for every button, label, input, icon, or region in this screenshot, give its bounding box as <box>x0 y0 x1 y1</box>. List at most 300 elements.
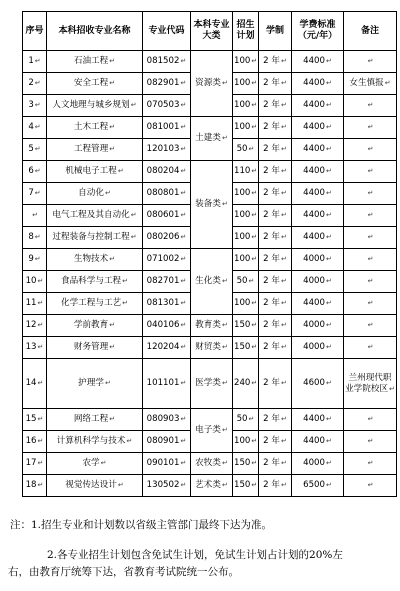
cell-fee-text: 4400 <box>303 56 325 66</box>
header-major: 本科招收专业名称 <box>47 12 143 51</box>
cell-plan-text: 150 <box>234 458 251 468</box>
cell-seq <box>23 315 47 337</box>
cell-years-text: 2 年 <box>263 254 280 264</box>
cell-fee <box>292 271 344 293</box>
paragraph-mark: ↵ <box>384 79 391 87</box>
cell-years <box>259 271 292 293</box>
cell-code <box>143 51 191 73</box>
cell-major-text: 财务管理 <box>73 342 109 352</box>
cell-code-text: 071002 <box>146 254 180 264</box>
paragraph-mark: ↵ <box>326 481 332 489</box>
paragraph-mark: ↵ <box>251 79 258 87</box>
cell-seq-text: 18 <box>25 480 37 490</box>
cell-plan-text: 150 <box>234 480 251 490</box>
cell-note <box>344 227 397 249</box>
cell-seq <box>23 205 47 227</box>
cell-seq-text: 8 <box>28 232 34 242</box>
cell-years-text: 2 年 <box>263 144 280 154</box>
cell-years-text: 2 年 <box>263 276 280 286</box>
paragraph-mark: ↵ <box>130 233 137 241</box>
paragraph-mark: ↵ <box>326 79 332 87</box>
paragraph-mark: ↵ <box>280 167 287 175</box>
cell-years <box>259 95 292 117</box>
note-1: 注：1.招生专业和计划数以省级主管部门最终下达为准。 <box>10 519 273 531</box>
cell-category <box>191 409 233 453</box>
paragraph-mark: ↵ <box>326 211 332 219</box>
cell-category-text: 资源类 <box>195 78 221 88</box>
cell-note <box>344 475 397 497</box>
paragraph-mark: ↵ <box>367 233 374 241</box>
cell-years <box>259 139 292 161</box>
cell-plan-text: 100 <box>234 210 251 220</box>
cell-note <box>344 139 397 161</box>
paragraph-mark: ↵ <box>367 57 374 65</box>
cell-major <box>47 205 143 227</box>
cell-plan-text: 240 <box>234 378 251 388</box>
enrollment-table <box>22 11 397 497</box>
cell-seq <box>23 117 47 139</box>
paragraph-mark: ↵ <box>34 101 41 109</box>
cell-plan <box>233 139 259 161</box>
paragraph-mark: ↵ <box>180 343 187 351</box>
cell-category <box>191 475 233 497</box>
cell-code-text: 080901 <box>146 436 180 446</box>
paragraph-mark: ↵ <box>326 459 332 467</box>
paragraph-mark: ↵ <box>109 79 116 87</box>
cell-major <box>47 409 143 431</box>
paragraph-mark: ↵ <box>367 101 374 109</box>
cell-note <box>344 359 397 409</box>
cell-seq-text: 3 <box>28 100 34 110</box>
cell-code-text: 080204 <box>146 166 180 176</box>
cell-plan <box>233 51 259 73</box>
note-2 <box>0 547 400 581</box>
cell-seq <box>23 73 47 95</box>
cell-years-text: 2 年 <box>263 320 280 330</box>
cell-seq-text: 16 <box>25 436 37 446</box>
paragraph-mark: ↵ <box>32 211 38 219</box>
paragraph-mark: ↵ <box>280 57 287 65</box>
paragraph-mark: ↵ <box>326 437 332 445</box>
paragraph-mark: ↵ <box>251 233 258 241</box>
paragraph-mark: ↵ <box>251 343 258 351</box>
cell-years-text: 2 年 <box>263 342 280 352</box>
table-row <box>23 117 397 139</box>
paragraph-mark: ↵ <box>100 459 107 467</box>
paragraph-mark: ↵ <box>326 299 332 307</box>
cell-fee-text: 4400 <box>303 122 325 132</box>
cell-years <box>259 315 292 337</box>
cell-years <box>259 183 292 205</box>
cell-plan <box>233 183 259 205</box>
cell-code-text: 130502 <box>146 480 180 490</box>
paragraph-mark: ↵ <box>37 299 44 307</box>
paragraph-mark: ↵ <box>367 481 374 489</box>
cell-major <box>47 337 143 359</box>
cell-category <box>191 249 233 315</box>
cell-seq-text: 13 <box>25 342 37 352</box>
cell-seq-text: 10 <box>25 276 37 286</box>
cell-years-text: 2 年 <box>263 298 280 308</box>
paragraph-mark: ↵ <box>37 481 44 489</box>
cell-years-text: 2 年 <box>263 122 280 132</box>
cell-plan-text: 110 <box>234 166 251 176</box>
paragraph-mark: ↵ <box>221 277 228 285</box>
cell-major-text: 护理学 <box>78 378 104 388</box>
header-note: 备注 <box>344 12 397 51</box>
paragraph-mark: ↵ <box>326 101 332 109</box>
cell-plan-text: 50 <box>236 414 248 424</box>
paragraph-mark: ↵ <box>180 101 187 109</box>
cell-seq <box>23 337 47 359</box>
cell-major-text: 生物技术 <box>73 254 109 264</box>
cell-fee <box>292 453 344 475</box>
cell-plan-text: 50 <box>236 144 248 154</box>
cell-code <box>143 431 191 453</box>
cell-years <box>259 117 292 139</box>
cell-category <box>191 337 233 359</box>
paragraph-mark: ↵ <box>37 459 44 467</box>
cell-major <box>47 183 143 205</box>
cell-code-text: 080206 <box>146 232 180 242</box>
cell-major-text: 石油工程 <box>73 56 109 66</box>
paragraph-mark: ↵ <box>326 343 332 351</box>
cell-years-text: 2 年 <box>263 414 280 424</box>
cell-fee-text: 4400 <box>303 100 325 110</box>
paragraph-mark: ↵ <box>34 123 41 131</box>
paragraph-mark: ↵ <box>180 299 187 307</box>
cell-major-text: 食品科学与工程 <box>60 276 122 286</box>
cell-years <box>259 249 292 271</box>
cell-major-text: 自动化 <box>78 188 104 198</box>
paragraph-mark: ↵ <box>180 277 187 285</box>
cell-category-text: 电子类 <box>195 425 221 435</box>
paragraph-mark: ↵ <box>109 255 116 263</box>
cell-code-text: 070503 <box>146 100 180 110</box>
paragraph-mark: ↵ <box>367 459 374 467</box>
cell-major-text: 学前教育 <box>73 320 109 330</box>
paragraph-mark: ↵ <box>34 255 41 263</box>
paragraph-mark: ↵ <box>109 57 116 65</box>
cell-seq-text: 6 <box>28 166 34 176</box>
paragraph-mark: ↵ <box>280 379 287 387</box>
paragraph-mark: ↵ <box>130 101 137 109</box>
paragraph-mark: ↵ <box>104 189 111 197</box>
cell-major-text: 农学 <box>82 458 100 468</box>
paragraph-mark: ↵ <box>122 277 129 285</box>
cell-seq <box>23 249 47 271</box>
cell-note-text: 女生慎报 <box>349 78 384 88</box>
cell-category <box>191 453 233 475</box>
cell-major-text: 土木工程 <box>73 122 109 132</box>
cell-code-text: 080801 <box>146 188 180 198</box>
cell-category <box>191 117 233 161</box>
cell-note <box>344 161 397 183</box>
paragraph-mark: ↵ <box>180 189 187 197</box>
cell-fee <box>292 117 344 139</box>
cell-major <box>47 51 143 73</box>
cell-fee <box>292 337 344 359</box>
cell-note <box>344 315 397 337</box>
paragraph-mark: ↵ <box>180 415 187 423</box>
cell-years <box>259 205 292 227</box>
cell-years <box>259 409 292 431</box>
paragraph-mark: ↵ <box>280 277 287 285</box>
paragraph-mark: ↵ <box>251 459 258 467</box>
cell-plan <box>233 315 259 337</box>
cell-seq-text: 14 <box>25 378 37 388</box>
cell-seq-text: 2 <box>28 78 34 88</box>
cell-seq-text: 9 <box>28 254 34 264</box>
paragraph-mark: ↵ <box>117 481 124 489</box>
header-category: 本科专业大类 <box>191 12 233 51</box>
paragraph-mark: ↵ <box>251 101 258 109</box>
cell-plan <box>233 293 259 315</box>
paragraph-mark: ↵ <box>34 57 41 65</box>
cell-major <box>47 95 143 117</box>
cell-category-text: 艺术类 <box>195 480 221 490</box>
paragraph-mark: ↵ <box>367 277 374 285</box>
cell-major-text: 机械电子工程 <box>65 166 117 176</box>
paragraph-mark: ↵ <box>251 299 258 307</box>
cell-code <box>143 117 191 139</box>
paragraph-mark: ↵ <box>221 79 228 87</box>
paragraph-mark: ↵ <box>326 415 332 423</box>
cell-fee <box>292 475 344 497</box>
paragraph-mark: ↵ <box>251 57 258 65</box>
cell-seq <box>23 475 47 497</box>
cell-seq-text: 4 <box>28 122 34 132</box>
paragraph-mark: ↵ <box>109 415 116 423</box>
cell-code <box>143 453 191 475</box>
cell-fee <box>292 139 344 161</box>
paragraph-mark: ↵ <box>37 415 44 423</box>
cell-code-text: 081001 <box>146 122 180 132</box>
cell-fee-text: 4000 <box>303 458 325 468</box>
table-row <box>23 359 397 409</box>
paragraph-mark: ↵ <box>367 167 374 175</box>
cell-note <box>344 183 397 205</box>
paragraph-mark: ↵ <box>180 211 187 219</box>
paragraph-mark: ↵ <box>251 167 258 175</box>
cell-category-text: 土建类 <box>195 133 221 143</box>
header-fee: 学费标准（元/年） <box>292 12 344 51</box>
cell-years-text: 2 年 <box>263 210 280 220</box>
paragraph-mark: ↵ <box>34 167 41 175</box>
cell-fee-text: 4000 <box>303 342 325 352</box>
paragraph-mark: ↵ <box>180 321 187 329</box>
cell-seq <box>23 51 47 73</box>
paragraph-mark: ↵ <box>248 277 255 285</box>
cell-plan-text: 50 <box>236 276 248 286</box>
paragraph-mark: ↵ <box>221 134 228 142</box>
paragraph-mark: ↵ <box>34 145 41 153</box>
cell-code-text: 080601 <box>146 210 180 220</box>
cell-code-text: 082901 <box>146 78 180 88</box>
paragraph-mark: ↵ <box>326 379 332 387</box>
paragraph-mark: ↵ <box>280 211 287 219</box>
note-2-line-2: 右，由教育厅统筹下达，省教育考试院统一公布。 <box>8 566 239 578</box>
paragraph-mark: ↵ <box>367 145 374 153</box>
cell-seq <box>23 183 47 205</box>
cell-seq-text: 17 <box>25 458 37 468</box>
paragraph-mark: ↵ <box>180 233 187 241</box>
cell-plan <box>233 359 259 409</box>
cell-fee <box>292 227 344 249</box>
cell-years <box>259 73 292 95</box>
cell-seq-text: 7 <box>28 188 34 198</box>
paragraph-mark: ↵ <box>37 321 44 329</box>
paragraph-mark: ↵ <box>251 481 258 489</box>
paragraph-mark: ↵ <box>251 437 258 445</box>
paragraph-mark: ↵ <box>367 189 374 197</box>
cell-major-text: 电气工程及其自动化 <box>52 210 130 220</box>
paragraph-mark: ↵ <box>326 233 332 241</box>
cell-fee-text: 4400 <box>303 188 325 198</box>
table-row <box>23 453 397 475</box>
paragraph-mark: ↵ <box>280 101 287 109</box>
cell-fee-text: 4400 <box>303 210 325 220</box>
cell-note <box>344 205 397 227</box>
cell-plan <box>233 117 259 139</box>
paragraph-mark: ↵ <box>251 321 258 329</box>
cell-fee <box>292 161 344 183</box>
paragraph-mark: ↵ <box>109 321 116 329</box>
cell-code <box>143 409 191 431</box>
cell-seq <box>23 161 47 183</box>
paragraph-mark: ↵ <box>126 437 133 445</box>
cell-seq-text: 1 <box>28 56 34 66</box>
cell-category-text: 教育类 <box>195 320 221 330</box>
paragraph-mark: ↵ <box>221 321 228 329</box>
cell-category-text: 财贸类 <box>195 342 221 352</box>
cell-fee <box>292 293 344 315</box>
cell-plan-text: 100 <box>234 232 251 242</box>
cell-seq <box>23 95 47 117</box>
cell-code-text: 090101 <box>146 458 180 468</box>
cell-major-text: 化学工程与工艺 <box>60 298 122 308</box>
cell-fee-text: 4000 <box>303 254 325 264</box>
paragraph-mark: ↵ <box>251 255 258 263</box>
paragraph-mark: ↵ <box>130 211 137 219</box>
paragraph-mark: ↵ <box>248 415 255 423</box>
cell-years <box>259 161 292 183</box>
paragraph-mark: ↵ <box>122 299 129 307</box>
paragraph-mark: ↵ <box>280 299 287 307</box>
cell-code <box>143 205 191 227</box>
paragraph-mark: ↵ <box>280 415 287 423</box>
paragraph-mark: ↵ <box>221 481 228 489</box>
cell-fee <box>292 95 344 117</box>
cell-plan <box>233 161 259 183</box>
table-row <box>23 161 397 183</box>
paragraph-mark: ↵ <box>280 79 287 87</box>
paragraph-mark: ↵ <box>117 167 124 175</box>
cell-seq <box>23 409 47 431</box>
cell-plan <box>233 95 259 117</box>
paragraph-mark: ↵ <box>180 481 187 489</box>
cell-years-text: 2 年 <box>263 78 280 88</box>
cell-seq <box>23 227 47 249</box>
paragraph-mark: ↵ <box>37 277 44 285</box>
paragraph-mark: ↵ <box>326 277 332 285</box>
cell-category <box>191 315 233 337</box>
cell-major-text: 计算机科学与技术 <box>56 436 126 446</box>
cell-code <box>143 359 191 409</box>
cell-fee-text: 4000 <box>303 276 325 286</box>
paragraph-mark: ↵ <box>367 299 374 307</box>
cell-major <box>47 315 143 337</box>
paragraph-mark: ↵ <box>221 426 228 434</box>
paragraph-mark: ↵ <box>221 459 228 467</box>
cell-note <box>344 73 397 95</box>
cell-plan <box>233 271 259 293</box>
cell-major-text: 工程管理 <box>73 144 109 154</box>
cell-plan <box>233 475 259 497</box>
paragraph-mark: ↵ <box>37 437 44 445</box>
cell-fee <box>292 359 344 409</box>
paragraph-mark: ↵ <box>180 379 187 387</box>
paragraph-mark: ↵ <box>180 255 187 263</box>
cell-code-text: 040106 <box>146 320 180 330</box>
cell-note <box>344 51 397 73</box>
paragraph-mark: ↵ <box>251 211 258 219</box>
cell-note <box>344 453 397 475</box>
cell-note <box>344 409 397 431</box>
paragraph-mark: ↵ <box>109 145 116 153</box>
cell-major <box>47 293 143 315</box>
paragraph-mark: ↵ <box>280 233 287 241</box>
paragraph-mark: ↵ <box>221 379 228 387</box>
cell-plan-text: 100 <box>234 188 251 198</box>
cell-years-text: 2 年 <box>263 480 280 490</box>
paragraph-mark: ↵ <box>280 343 287 351</box>
paragraph-mark: ↵ <box>109 343 116 351</box>
cell-fee-text: 4400 <box>303 78 325 88</box>
cell-code-text: 081301 <box>146 298 180 308</box>
cell-major <box>47 431 143 453</box>
paragraph-mark: ↵ <box>180 123 187 131</box>
cell-years <box>259 453 292 475</box>
cell-code <box>143 249 191 271</box>
cell-plan-text: 150 <box>234 320 251 330</box>
cell-code <box>143 73 191 95</box>
cell-category <box>191 51 233 117</box>
cell-major <box>47 73 143 95</box>
cell-years-text: 2 年 <box>263 188 280 198</box>
paragraph-mark: ↵ <box>251 189 258 197</box>
paragraph-mark: ↵ <box>367 255 374 263</box>
cell-plan <box>233 205 259 227</box>
cell-category-text: 装备类 <box>195 199 221 209</box>
cell-major <box>47 161 143 183</box>
cell-fee-text: 6500 <box>303 480 325 490</box>
cell-code <box>143 337 191 359</box>
cell-major <box>47 359 143 409</box>
cell-plan <box>233 227 259 249</box>
cell-fee-text: 4400 <box>303 144 325 154</box>
cell-fee <box>292 409 344 431</box>
cell-category-text: 医学类 <box>195 378 221 388</box>
cell-fee-text: 4400 <box>303 166 325 176</box>
paragraph-mark: ↵ <box>280 437 287 445</box>
paragraph-mark: ↵ <box>180 167 187 175</box>
cell-seq <box>23 271 47 293</box>
paragraph-mark: ↵ <box>109 123 116 131</box>
cell-fee-text: 4400 <box>303 436 325 446</box>
cell-fee <box>292 51 344 73</box>
header-row <box>23 12 397 51</box>
